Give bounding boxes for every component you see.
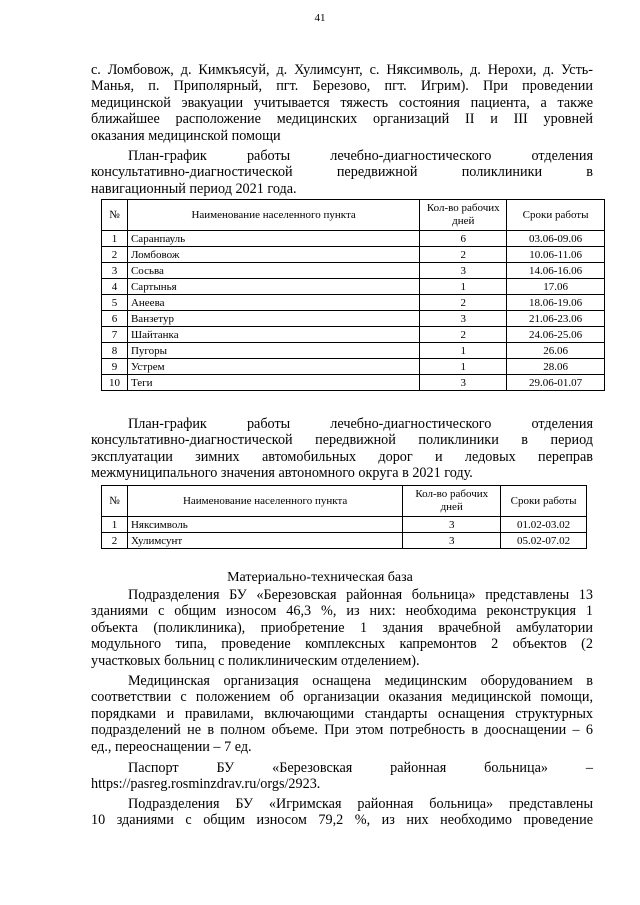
text-line: модульного типа, проведение комплексных капремонтов 2 объектов (2 <box>91 636 593 653</box>
table-row <box>102 375 605 391</box>
paragraph-igrim <box>91 796 593 829</box>
cell-days: 3 <box>420 375 507 391</box>
cell-name: Ванзетур <box>127 311 419 327</box>
header-name: Наименование населенного пункта <box>127 200 419 231</box>
cell-dates: 21.06-23.06 <box>507 311 605 327</box>
text-line: медицинской эвакуации учитывается тяжесть состояния пациента, а также <box>91 94 593 111</box>
text-line: консультативно-диагностической передвижной поликлиники в период <box>91 432 593 449</box>
cell-name: Пугоры <box>127 343 419 359</box>
header-dates: Сроки работы <box>507 200 605 231</box>
text-line: порядками и правилами, включающими стандарты оснащения структурных <box>91 705 593 722</box>
table-row <box>102 247 605 263</box>
cell-num: 4 <box>102 279 128 295</box>
cell-name: Сартынья <box>127 279 419 295</box>
cell-dates: 14.06-16.06 <box>507 263 605 279</box>
cell-num: 5 <box>102 295 128 311</box>
text-line: с. Ломбовож, д. Кимкъясуй, д. Хулимсунт, с. Няксимволь, д. Нерохи, д. Усть- <box>91 62 593 78</box>
header-days: Кол-во рабочих дней <box>403 486 501 517</box>
cell-name: Сосьва <box>127 263 419 279</box>
paragraph-buildings <box>91 587 593 669</box>
table-row <box>102 517 587 533</box>
cell-dates: 05.02-07.02 <box>501 533 587 549</box>
cell-dates: 24.06-25.06 <box>507 327 605 343</box>
passport-link[interactable]: https://pasreg.rosminzdrav.ru/orgs/2923. <box>91 776 321 793</box>
text-line: План-график работы лечебно-диагностического отделения <box>128 416 593 432</box>
cell-days: 1 <box>420 279 507 295</box>
cell-num: 3 <box>102 263 128 279</box>
text-line: Паспорт БУ «Березовская районная больница» – <box>128 760 593 776</box>
cell-name: Устрем <box>127 359 419 375</box>
table-row <box>102 533 587 549</box>
cell-name: Саранпауль <box>127 231 419 247</box>
header-dates: Сроки работы <box>501 486 587 517</box>
table-row <box>102 295 605 311</box>
table-header-row <box>102 200 605 231</box>
cell-num: 1 <box>102 517 128 533</box>
cell-name: Ломбовож <box>127 247 419 263</box>
page-number: 41 <box>314 12 326 24</box>
header-days: Кол-во рабочих дней <box>420 200 507 231</box>
text-line: Подразделения БУ «Игримская районная больница» представлены <box>128 796 593 812</box>
cell-days: 2 <box>420 327 507 343</box>
text-line: Манья, п. Приполярный, пгт. Березово, пгт. Игрим). При проведении <box>91 78 593 95</box>
table-row <box>102 279 605 295</box>
text-line: навигационный период 2021 года. <box>91 180 297 197</box>
plan2-caption <box>91 416 593 482</box>
cell-days: 3 <box>403 517 501 533</box>
cell-name: Шайтанка <box>127 327 419 343</box>
text-line: зданиями с общим износом 46,3 %, из них: необходима реконструкция 1 <box>91 603 593 620</box>
cell-days: 3 <box>420 263 507 279</box>
text-line: оказания медицинской помощи <box>91 127 281 144</box>
plan1-caption <box>91 148 593 197</box>
cell-dates: 18.06-19.06 <box>507 295 605 311</box>
cell-days: 6 <box>420 231 507 247</box>
section-title: Материально-техническая база <box>227 570 413 585</box>
text-line: межмуниципального значения автономного округа в 2021 году. <box>91 465 473 482</box>
table-header-row <box>102 486 587 517</box>
cell-num: 6 <box>102 311 128 327</box>
cell-name: Теги <box>127 375 419 391</box>
text-line: 10 зданиями с общим износом 79,2 %, из них необходимо проведение <box>91 812 593 829</box>
table-row <box>102 311 605 327</box>
cell-days: 2 <box>420 247 507 263</box>
cell-num: 9 <box>102 359 128 375</box>
text-line: Подразделения БУ «Березовская районная больница» представлены 13 <box>128 587 593 603</box>
cell-days: 3 <box>420 311 507 327</box>
cell-days: 3 <box>403 533 501 549</box>
cell-num: 2 <box>102 247 128 263</box>
text-line: ближайшее расположение медицинских организаций II и III уровней <box>91 111 593 128</box>
text-line: эксплуатации зимних автомобильных дорог и ледовых переправ <box>91 448 593 465</box>
cell-name: Анеева <box>127 295 419 311</box>
table-row <box>102 263 605 279</box>
text-line: соответствии с положением об организации оказания медицинской помощи, <box>91 689 593 706</box>
header-name: Наименование населенного пункта <box>127 486 402 517</box>
cell-num: 2 <box>102 533 128 549</box>
paragraph-equipment <box>91 673 593 755</box>
cell-dates: 26.06 <box>507 343 605 359</box>
text-line: ед., переоснащении – 7 ед. <box>91 738 252 755</box>
text-line: Медицинская организация оснащена медицинским оборудованием в <box>128 673 593 689</box>
cell-dates: 17.06 <box>507 279 605 295</box>
cell-name: Няксимволь <box>127 517 402 533</box>
cell-days: 2 <box>420 295 507 311</box>
header-num: № <box>102 200 128 231</box>
cell-num: 8 <box>102 343 128 359</box>
cell-num: 7 <box>102 327 128 343</box>
header-num: № <box>102 486 128 517</box>
cell-num: 1 <box>102 231 128 247</box>
cell-dates: 03.06-09.06 <box>507 231 605 247</box>
text-line: консультативно-диагностической передвижной поликлиники в <box>91 164 593 181</box>
cell-num: 10 <box>102 375 128 391</box>
cell-dates: 29.06-01.07 <box>507 375 605 391</box>
cell-days: 1 <box>420 359 507 375</box>
cell-dates: 01.02-03.02 <box>501 517 587 533</box>
paragraph-passport <box>91 760 593 793</box>
text-line: участковых больниц с поликлиническим отделением). <box>91 652 420 669</box>
table-row <box>102 359 605 375</box>
cell-name: Хулимсунт <box>127 533 402 549</box>
cell-dates: 28.06 <box>507 359 605 375</box>
table-row <box>102 231 605 247</box>
text-line: План-график работы лечебно-диагностического отделения <box>128 148 593 164</box>
table-row <box>102 343 605 359</box>
schedule-table-navigation <box>101 199 605 391</box>
table-row <box>102 327 605 343</box>
text-line: объекта (поликлиника), приобретение 1 здания врачебной амбулатории <box>91 619 593 636</box>
intro-paragraph <box>91 62 593 144</box>
text-line: подразделений не в полном объеме. При этом потребность в дооснащении – 6 <box>91 722 593 739</box>
schedule-table-winter <box>101 485 587 549</box>
cell-days: 1 <box>420 343 507 359</box>
cell-dates: 10.06-11.06 <box>507 247 605 263</box>
